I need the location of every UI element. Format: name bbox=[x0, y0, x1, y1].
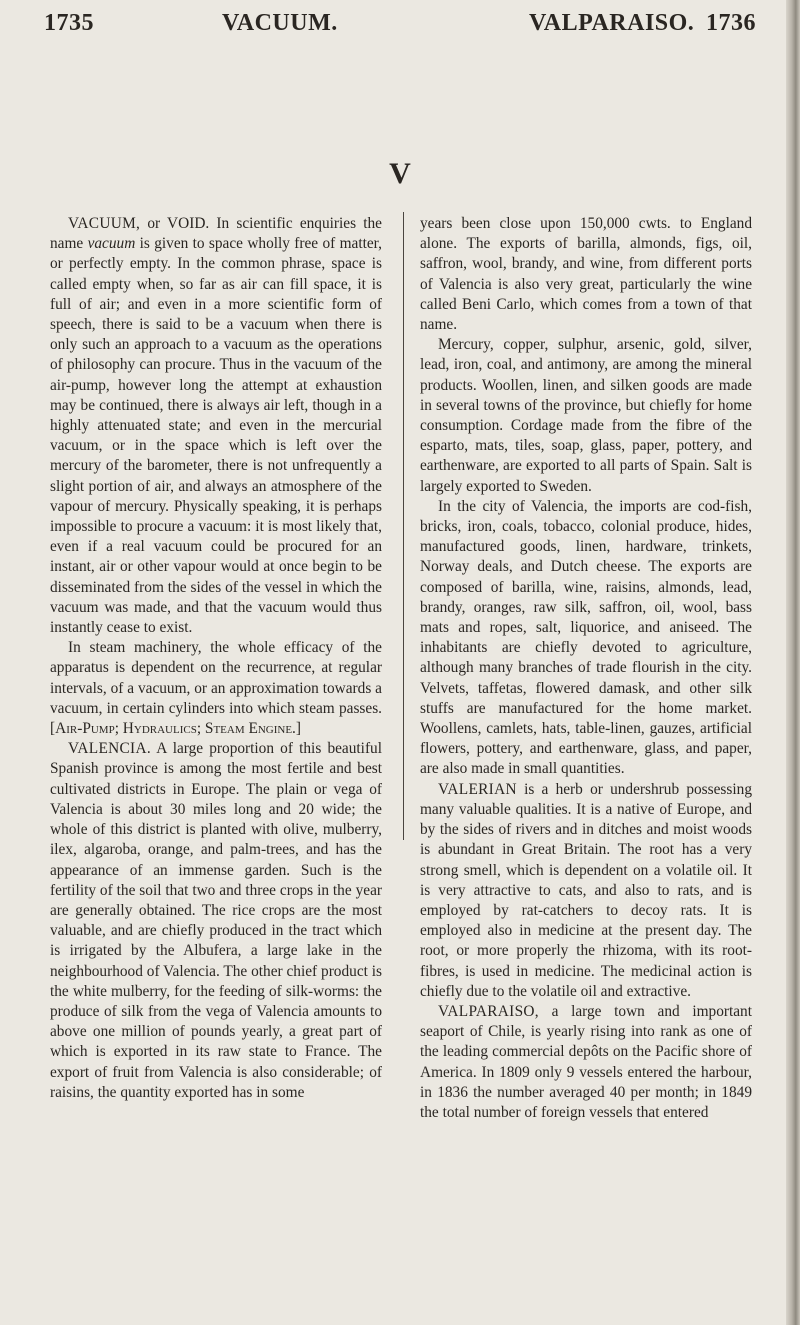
entry-head-valparaiso: VALPARAISO, bbox=[438, 1002, 539, 1020]
header-word-right: VALPARAISO. bbox=[529, 10, 695, 36]
column-divider bbox=[403, 212, 404, 840]
entry-vacuum bbox=[50, 214, 382, 638]
right-column bbox=[420, 214, 752, 1123]
entry-text: is given to space wholly free of matter, or perfectly empty. In the common phrase, space is called empty when, so far as air can fill space, it is full of air; and even in a more scientific form of speech, there is said to be a vacuum when there is only such an approach to a vacuum as the operations of philosophy can procure. Thus in the vacuum of the air-pump, however long the attempt at exhaustion may be continued, there is always air left, though in a highly attenuated state; and even in the mercurial vacuum, or in the space which is left over the mercury of the barometer, there is not unfrequently a slight portion of air, and always an atmosphere of the vapour of mercury. Physically speaking, it is perhaps impossible to procure a vacuum: it is most likely that, even if a real vacuum could be procured for an instant, air or other vapour would at once begin to be disseminated from the sides of the vessel in which the vacuum was made, and that the vacuum would thus instantly cease to exist. bbox=[50, 235, 382, 637]
left-column bbox=[50, 214, 382, 1103]
header-word-left: VACUUM. bbox=[222, 10, 338, 36]
entry-text: or VOID. In scientific enquiries the name bbox=[50, 215, 382, 253]
page-edge bbox=[786, 0, 800, 1325]
entry-valencia bbox=[50, 739, 382, 1103]
section-letter: V bbox=[389, 157, 411, 190]
paragraph-minerals: Mercury, copper, sulphur, arsenic, gold, silver, lead, iron, coal, and antimony, are among the mineral products. Woollen, linen, and silken goods are made in several towns of the province, but chiefly for home consumption. Cordage made from the fibre of the esparto, mats, tiles, soap, glass, paper, pottery, and earthenware, are exported to all parts of Spain. Salt is largely exported to Sweden. bbox=[420, 336, 752, 495]
page-number-left: 1735 bbox=[44, 10, 94, 36]
italic-term: vacuum bbox=[87, 235, 136, 253]
paragraph-steam bbox=[50, 638, 382, 739]
paragraph-text: In steam machinery, the whole efficacy of the apparatus is dependent on the recurrence, at regular intervals, of a vacuum, or an approximation towards a vacuum, in certain cylinders into which steam passes. [ bbox=[50, 639, 382, 738]
entry-head-valencia: VALENCIA. bbox=[68, 740, 151, 758]
entry-head-vacuum: VACUUM, bbox=[68, 215, 141, 232]
paragraph-continued: years been close upon 150,000 cwts. to England alone. The exports of barilla, almonds, figs, oil, saffron, wool, brandy, and wine, from different ports of Valencia is also very great, particularly the wine called Beni Carlo, which comes from a town of that name. bbox=[420, 215, 752, 334]
entry-valerian bbox=[420, 780, 752, 1002]
entry-text: a large town and important seaport of Chile, is yearly rising into rank as one of the leading commercial depôts on the Pacific shore of America. In 1809 only 9 vessels entered the harbour, in 1836 the number averaged 40 per month; in 1849 the total number of foreign vessels that entered bbox=[420, 1002, 752, 1121]
entry-text: is a herb or undershrub possessing many valuable qualities. It is a native of Europe, and by the sides of rivers and in ditches and moist woods is abundant in Great Britain. The root has a very strong smell, which is dependent on a volatile oil. It is very attractive to cats, and also to rats, and is employed by rat-catchers to decoy rats. It is employed also in medicine at the present day. The root, or more properly the rhizoma, with its root-fibres, is used in medicine. The medicinal action is chiefly due to the volatile oil and extractive. bbox=[420, 780, 752, 1000]
cross-references: Air-Pump; Hydraulics; Steam Engine. bbox=[55, 720, 296, 738]
page-number-right: 1736 bbox=[706, 10, 756, 36]
entry-text: A large proportion of this beautiful Spanish province is among the most fertile and best cultivated districts in Europe. The plain or vega of Valencia is about 30 miles long and 20 wide; the whole of this district is planted with olive, mulberry, ilex, algaroba, orange, and palm-trees, and has the appearance of an immense garden. Such is the fertility of the soil that two and three crops in the year are generally obtained. The rice crops are the most valuable, and are chiefly produced in the tract which is irrigated by the Albufera, a large lake in the neighbourhood of Valencia. The other chief product is the white mulberry, for the feeding of silk-worms: the produce of silk from the vega of Valencia amounts to above one million of pounds yearly, a great part of which is exported in its raw state to France. The export of fruit from Valencia is also considerable; of raisins, the quantity exported has in some bbox=[50, 740, 382, 1101]
bracket-close: ] bbox=[295, 720, 301, 738]
paragraph-city: In the city of Valencia, the imports are cod-fish, bricks, iron, coals, tobacco, colonial produce, hides, manufactured goods, linen, hardware, trinkets, Norway deals, and Dutch cheese. The exports are composed of barilla, wine, raisins, almonds, lead, brandy, oranges, raw silk, saffron, oil, wool, bass mats and ropes, salt, liquorice, and aniseed. The inhabitants are chiefly devoted to agriculture, although many branches of trade flourish in the city. Velvets, taffetas, flowered damask, and other silk stuffs are manufactured for the home market. Woollens, camlets, hats, table-linen, gauzes, artificial flowers, pottery, and earthenware, glass, and paper, are also made in small quantities. bbox=[420, 497, 752, 778]
entry-valparaiso bbox=[420, 1002, 752, 1123]
running-header bbox=[44, 10, 756, 40]
entry-head-valerian: VALERIAN bbox=[438, 780, 517, 798]
